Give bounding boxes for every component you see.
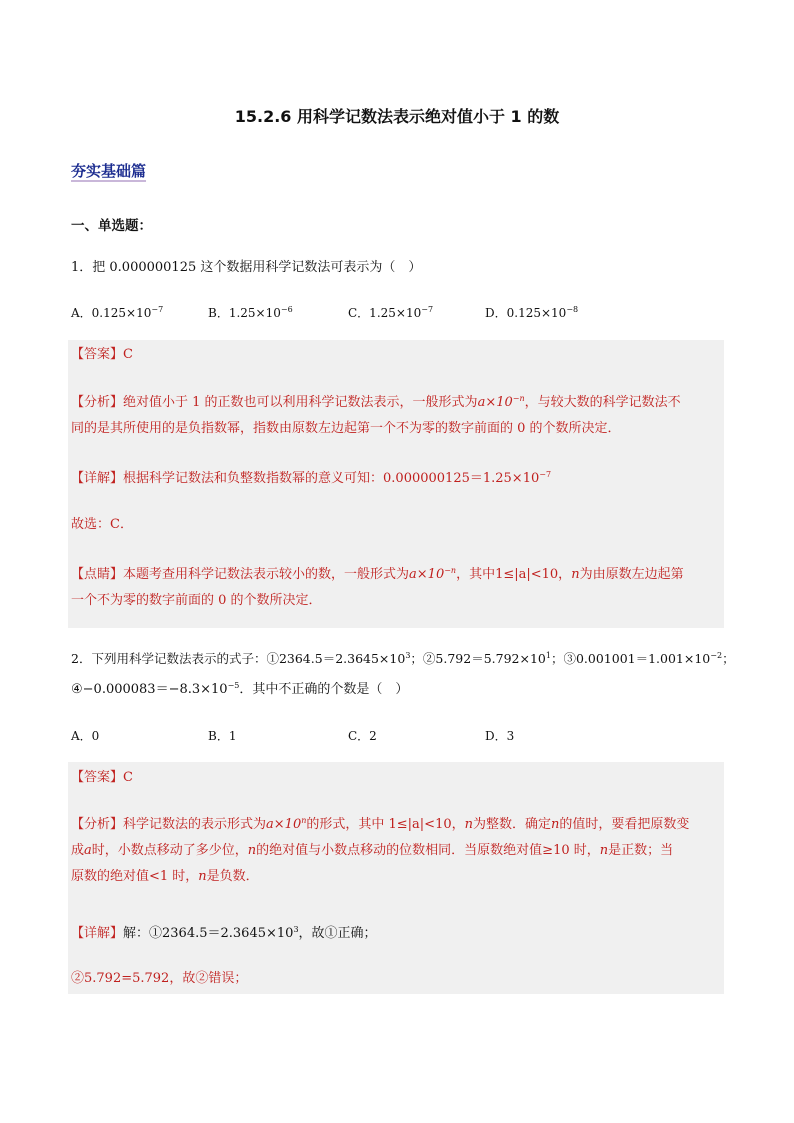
q1-detail: 【详解】根据科学记数法和负整数指数幂的意义可知：$0.000000125=1.25\times 10^{-7}$: [71, 470, 552, 486]
q2-analysis: 【分析】科学记数法的表示形式为$a\times 10^n$的形式，其中 1≤|a|<10，n为整数．确定n的值时，要看把原数变 成a时，小数点移动了多少位，n的绝对值与小数点移动的位数相同．当原数绝对值≥10 时，n是正数；当 原数的绝对值<1 时，n是负数．: [71, 816, 690, 884]
page-title: 15.2.6 用科学记数法表示绝对值小于 1 的数: [234, 107, 560, 126]
section-heading: 夯实基础篇: [71, 162, 147, 180]
question-2-stem: 2．下列用科学记数法表示的式子：$①2364.5=2.3645\times 10^3$；$②5.792=5.792\times 10^1$；$③0.001001=1.001\times 10^{-2}$；: [71, 651, 735, 666]
q1-option-d: D．$0.125\times 10^{-8}$: [485, 305, 579, 320]
q2-option-a: A．0: [71, 729, 100, 743]
q2-option-d: D．3: [485, 729, 515, 743]
q1-choose: 故选：C．: [71, 517, 133, 532]
q2-detail-line2: ②5.792=5.792，故②错误；: [71, 971, 248, 986]
question-1-stem: 1．把 0.000000125 这个数据用科学记数法可表示为（ ）: [71, 260, 422, 275]
q2-option-c: C．2: [348, 729, 377, 743]
q1-option-c: C．$1.25\times 10^{-7}$: [348, 305, 434, 320]
question-2-stem-line2: $④-0.000083=-8.3\times 10^{-5}$．其中不正确的个数是（ ）: [71, 681, 409, 697]
q1-option-a: A．$0.125\times 10^{-7}$: [71, 305, 164, 320]
subsection-heading: 一、单选题：: [71, 218, 152, 234]
q1-option-b: B．$1.25\times 10^{-6}$: [208, 305, 293, 320]
q2-option-b: B．1: [208, 729, 237, 743]
q1-analysis: 【分析】绝对值小于 1 的正数也可以利用科学记数法表示，一般形式为$a\times 10^{-n}$，与较大数的科学记数法不 同的是其所使用的是负指数幂，指数由原数左边起第一个不为零的数字前面的 0 的个数所决定．: [71, 394, 681, 436]
q2-answer: 【答案】C: [71, 770, 133, 785]
q2-detail: 【详解】解：$①2364.5=2.3645\times 10^3$，故①正确；: [71, 925, 377, 941]
q1-comment: 【点睛】本题考查用科学记数法表示较小的数，一般形式为$a\times 10^{-n}$，其中1≤|a|<10，n为由原数左边起第 一个不为零的数字前面的 0 的个数所决定．: [71, 566, 684, 608]
q1-answer: 【答案】C: [71, 347, 133, 362]
